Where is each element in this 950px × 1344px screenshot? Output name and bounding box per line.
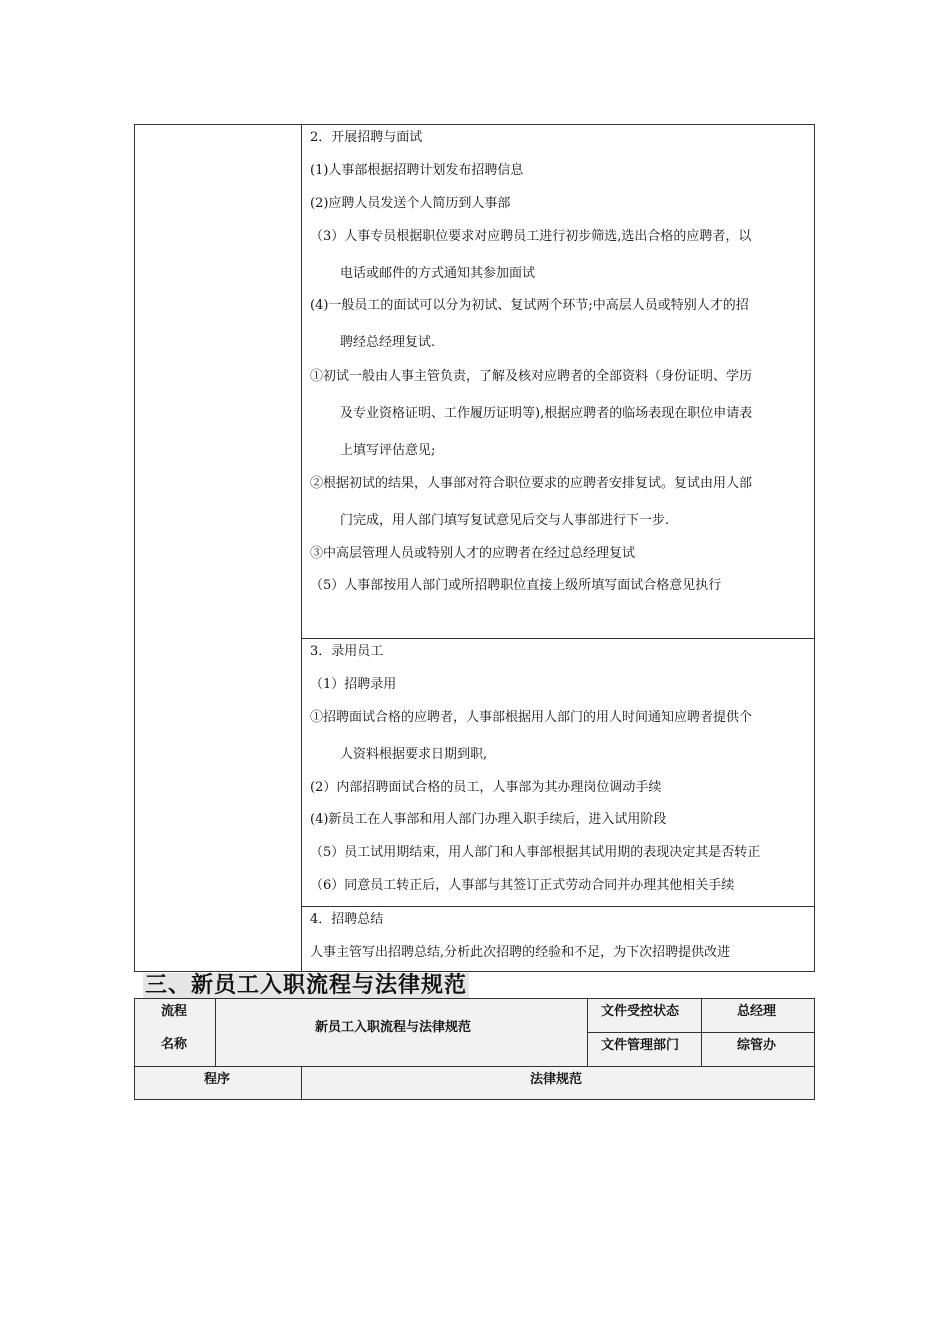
- text-line: 聘经总经理复试.: [340, 335, 436, 350]
- text-line: （1）招聘录用: [310, 677, 397, 692]
- text-line: (2）内部招聘面试合格的员工，人事部为其办理岗位调动手续: [310, 780, 662, 795]
- label-manage-dept: 文件管理部门: [601, 1038, 680, 1053]
- text-line: (4)新员工在人事部和用人部门办理入职手续后，进入试用阶段: [310, 812, 667, 827]
- text-line: 人资料根据要求日期到职,: [340, 747, 488, 762]
- section-heading: 三、新员工入职流程与法律规范: [145, 973, 468, 998]
- label-process: 流程: [161, 1004, 188, 1019]
- cell-divider: [215, 999, 216, 1066]
- onboarding-form-table: [134, 998, 815, 1100]
- text-line: （5）员工试用期结束，用人部门和人事部根据其试用期的表现决定其是否转正: [310, 845, 761, 860]
- text-line: ①招聘面试合格的应聘者，人事部根据用人部门的用人时间通知应聘者提供个: [310, 710, 753, 725]
- label-name: 名称: [161, 1037, 188, 1052]
- text-line: 门完成，用人部门填写复试意见后交与人事部进行下一步.: [340, 513, 670, 528]
- text-line: (2)应聘人员发送个人简历到人事部: [310, 196, 511, 211]
- text-line: 及专业资格证明、工作履历证明等),根据应聘者的临场表现在职位申请表: [340, 406, 753, 421]
- row-divider: [301, 638, 814, 639]
- section-title: 3．录用员工: [310, 644, 384, 659]
- text-line: （6）同意员工转正后，人事部与其签订正式劳动合同并办理其他相关手续: [310, 878, 735, 893]
- section-title: 2．开展招聘与面试: [310, 130, 423, 145]
- column-header-procedure: 程序: [204, 1072, 231, 1087]
- recruitment-process-table: [134, 124, 815, 972]
- cell-divider: [301, 1066, 302, 1099]
- manage-dept: 综管办: [737, 1038, 777, 1053]
- text-line: （3）人事专员根据职位要求对应聘员工进行初步筛选,选出合格的应聘者，以: [310, 229, 752, 244]
- section-title: 4．招聘总结: [310, 912, 384, 927]
- text-line: (1)人事部根据招聘计划发布招聘信息: [310, 163, 524, 178]
- process-name: 新员工入职流程与法律规范: [315, 1020, 472, 1035]
- text-line: ②根据初试的结果，人事部对符合职位要求的应聘者安排复试。复试由用人部: [310, 476, 753, 491]
- column-header-legal: 法律规范: [530, 1072, 583, 1087]
- label-control-status: 文件受控状态: [601, 1004, 680, 1019]
- column-divider: [301, 125, 302, 971]
- control-status: 总经理: [737, 1004, 777, 1019]
- text-line: 上填写评估意见;: [340, 443, 436, 458]
- text-line: ③中高层管理人员或特别人才的应聘者在经过总经理复试: [310, 546, 636, 561]
- cell-divider: [135, 1066, 814, 1067]
- cell-divider: [587, 1032, 814, 1033]
- text-line: 电话或邮件的方式通知其参加面试: [340, 266, 536, 281]
- text-line: ①初试一般由人事主管负责，了解及核对应聘者的全部资料（身份证明、学历: [310, 369, 753, 384]
- text-line: (4)一般员工的面试可以分为初试、复试两个环节;中高层人员或特别人才的招: [310, 298, 749, 313]
- row-divider: [301, 906, 814, 907]
- text-line: 人事主管写出招聘总结,分析此次招聘的经验和不足，为下次招聘提供改进: [310, 945, 731, 960]
- text-line: （5）人事部按用人部门或所招聘职位直接上级所填写面试合格意见执行: [310, 578, 722, 593]
